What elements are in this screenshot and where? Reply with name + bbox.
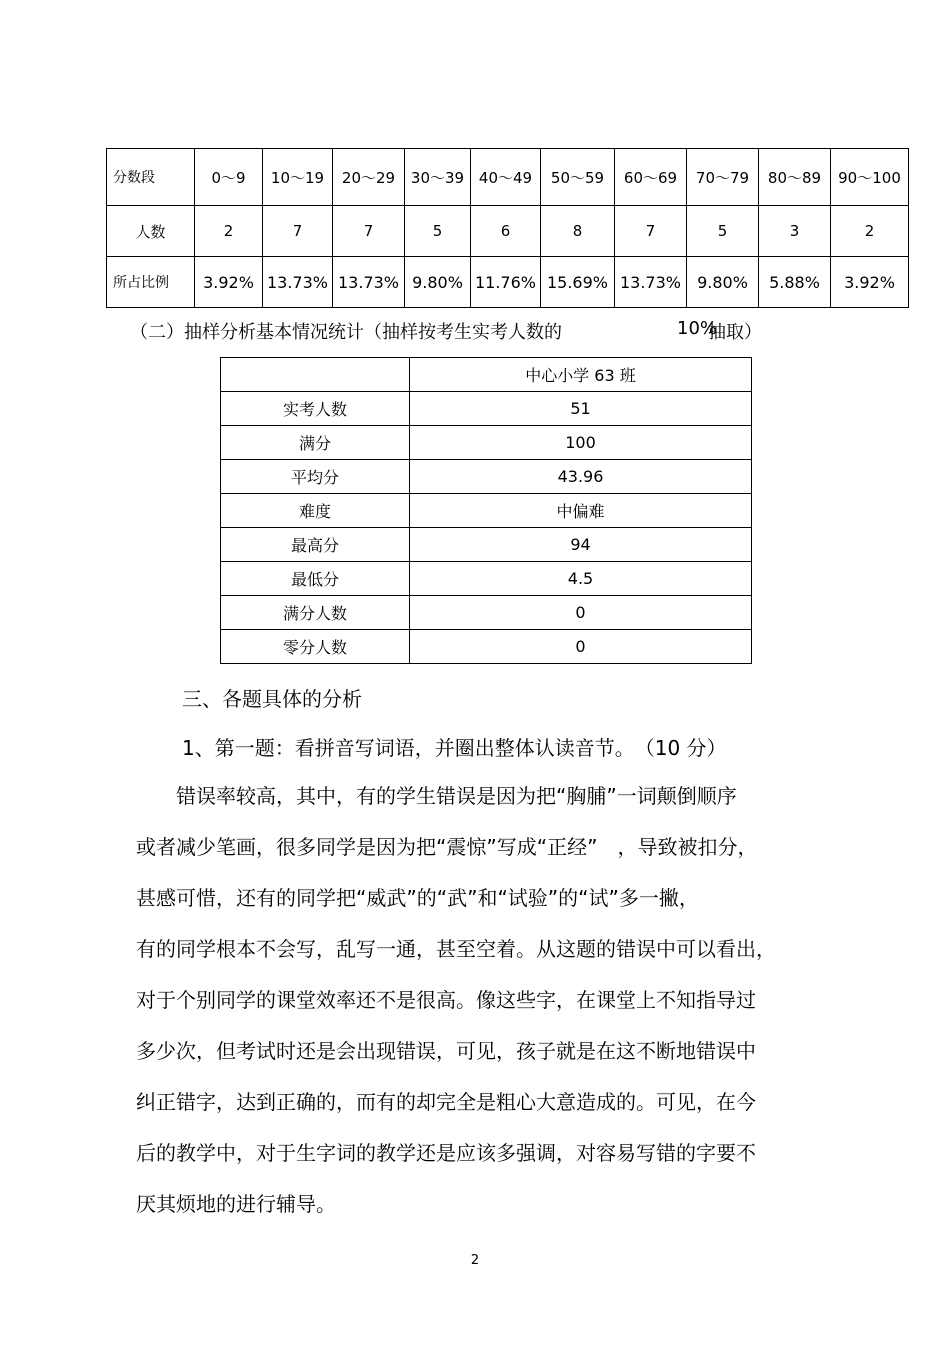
stats-header-blank — [221, 358, 410, 392]
stats-row — [221, 562, 752, 596]
ratio-cell: 11.76% — [471, 257, 541, 308]
question1-heading: 1、第一题：看拼音写词语，并圈出整体认读音节。 （10 分） — [182, 736, 727, 760]
section2-title — [130, 318, 762, 344]
stats-value: 0 — [410, 596, 752, 630]
count-row — [107, 206, 909, 257]
range-cell: 90～100 — [831, 149, 909, 206]
paragraph-line: 纠正错字，达到正确的，而有的却完全是粗心大意造成的。可见，在今 — [136, 1090, 756, 1114]
stats-value: 43.96 — [410, 460, 752, 494]
stats-row — [221, 426, 752, 460]
stats-row — [221, 460, 752, 494]
count-cell: 5 — [687, 206, 759, 257]
paragraph-line: 对于个别同学的课堂效率还不是很高。像这些字，在课堂上不知指导过 — [136, 988, 756, 1012]
row-label-ratio: 所占比例 — [107, 257, 195, 308]
stats-label: 难度 — [221, 494, 410, 528]
paragraph-line: 错误率较高，其中，有的学生错误是因为把“胸脯”一词颠倒顺序 — [136, 784, 737, 808]
ratio-cell: 13.73% — [615, 257, 687, 308]
ratio-cell: 9.80% — [405, 257, 471, 308]
paragraph-line: 厌其烦地的进行辅导。 — [136, 1192, 336, 1216]
stats-row — [221, 392, 752, 426]
score-range-row — [107, 149, 909, 206]
stats-row — [221, 494, 752, 528]
range-cell: 0～9 — [195, 149, 263, 206]
paragraph-line: 甚感可惜，还有的同学把“威武”的“武”和“试验”的“试”多一撇， — [136, 886, 699, 910]
range-cell: 60～69 — [615, 149, 687, 206]
sample-stats-table — [220, 357, 752, 664]
ratio-cell: 3.92% — [831, 257, 909, 308]
section3-title: 三、各题具体的分析 — [182, 687, 362, 711]
stats-value: 94 — [410, 528, 752, 562]
stats-value: 0 — [410, 630, 752, 664]
stats-value: 100 — [410, 426, 752, 460]
stats-label: 实考人数 — [221, 392, 410, 426]
count-cell: 7 — [333, 206, 405, 257]
range-cell: 20～29 — [333, 149, 405, 206]
ratio-row — [107, 257, 909, 308]
stats-header-row — [221, 358, 752, 392]
stats-label: 最低分 — [221, 562, 410, 596]
stats-row — [221, 596, 752, 630]
ratio-cell: 15.69% — [541, 257, 615, 308]
range-cell: 30～39 — [405, 149, 471, 206]
stats-row — [221, 528, 752, 562]
stats-value: 4.5 — [410, 562, 752, 596]
paragraph-line: 有的同学根本不会写，乱写一通，甚至空着。从这题的错误中可以看出， — [136, 937, 776, 961]
ratio-cell: 9.80% — [687, 257, 759, 308]
count-cell: 2 — [831, 206, 909, 257]
stats-value: 中偏难 — [410, 494, 752, 528]
stats-value: 51 — [410, 392, 752, 426]
range-cell: 40～49 — [471, 149, 541, 206]
row-label-count: 人数 — [107, 206, 195, 257]
range-cell: 50～59 — [541, 149, 615, 206]
ratio-cell: 3.92% — [195, 257, 263, 308]
count-cell: 5 — [405, 206, 471, 257]
count-cell: 8 — [541, 206, 615, 257]
stats-label: 最高分 — [221, 528, 410, 562]
count-cell: 6 — [471, 206, 541, 257]
count-cell: 3 — [759, 206, 831, 257]
section2-title-tail: 抽取） — [708, 322, 762, 343]
ratio-cell: 5.88% — [759, 257, 831, 308]
count-cell: 7 — [615, 206, 687, 257]
score-distribution-table — [106, 148, 909, 308]
ratio-cell: 13.73% — [263, 257, 333, 308]
stats-label: 零分人数 — [221, 630, 410, 664]
stats-label: 满分人数 — [221, 596, 410, 630]
paragraph-line: 多少次，但考试时还是会出现错误，可见，孩子就是在这不断地错误中 — [136, 1039, 756, 1063]
stats-row — [221, 630, 752, 664]
range-cell: 80～89 — [759, 149, 831, 206]
stats-label: 平均分 — [221, 460, 410, 494]
stats-header-class: 中心小学 63 班 — [410, 358, 752, 392]
row-label-score-range: 分数段 — [107, 149, 195, 206]
section2-title-text: （二）抽样分析基本情况统计（抽样按考生实考人数的 — [130, 322, 562, 343]
section2-percentage: 10% — [677, 318, 718, 339]
page-number: 2 — [470, 1253, 480, 1268]
stats-label: 满分 — [221, 426, 410, 460]
count-cell: 2 — [195, 206, 263, 257]
paragraph-line: 后的教学中，对于生字词的教学还是应该多强调，对容易写错的字要不 — [136, 1141, 756, 1165]
count-cell: 7 — [263, 206, 333, 257]
ratio-cell: 13.73% — [333, 257, 405, 308]
paragraph-line: 或者减少笔画，很多同学是因为把“震惊”写成“正经” ，导致被扣分， — [136, 835, 758, 859]
range-cell: 10～19 — [263, 149, 333, 206]
range-cell: 70～79 — [687, 149, 759, 206]
